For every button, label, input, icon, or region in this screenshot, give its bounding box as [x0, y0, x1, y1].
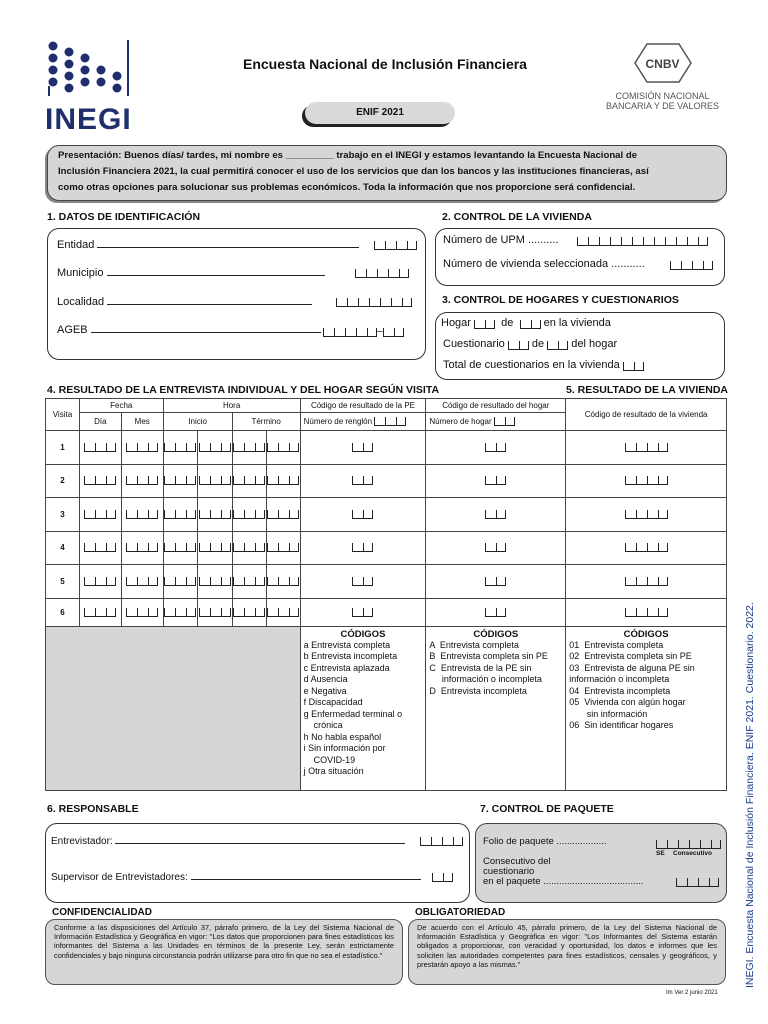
visit-number: 6	[46, 598, 80, 626]
termino-hh-cell	[232, 598, 266, 626]
col-vivienda: Código de resultado de la vivienda	[566, 399, 727, 431]
col-hogar-sub	[426, 413, 566, 431]
dia-cell	[79, 464, 121, 498]
mes-input[interactable]	[126, 476, 158, 485]
dia-input[interactable]	[84, 476, 116, 485]
inicio-mm-cell	[197, 598, 232, 626]
col-mes: Mes	[121, 413, 163, 431]
col-hogar-sub-label: Número de hogar	[429, 417, 492, 426]
code-item: 03 Entrevista de alguna PE sin	[569, 662, 695, 673]
code-item: d Ausencia	[303, 674, 348, 684]
inicio-mm-input[interactable]	[199, 543, 231, 552]
cnbv-logo	[595, 40, 730, 120]
termino-mm-input[interactable]	[267, 543, 299, 552]
code-item: 05 Vivienda con algún hogar	[569, 697, 686, 707]
mes-cell	[121, 565, 163, 599]
codes-viv	[566, 626, 727, 790]
upm-cells[interactable]	[577, 237, 708, 246]
consecutivo-line1: Consecutivo del	[483, 856, 551, 867]
termino-hh-cell	[232, 531, 266, 565]
supervisor-label: Supervisor de Entrevistadores:	[51, 872, 188, 883]
total-row	[443, 359, 644, 371]
presentation-text	[58, 148, 723, 196]
pe-code-input[interactable]	[352, 577, 373, 586]
supervisor-cells[interactable]	[432, 873, 453, 882]
entrevistador-row[interactable]	[51, 833, 405, 847]
inicio-mm-cell	[197, 565, 232, 599]
inicio-hh-cell	[163, 565, 197, 599]
inicio-mm-cell	[197, 464, 232, 498]
hogar-code-cell	[426, 565, 566, 599]
footer-version: Im Ver 2 junio 2021	[666, 990, 718, 996]
pe-code-input[interactable]	[352, 608, 373, 617]
folio-label: Folio de paquete ...................	[483, 836, 607, 847]
visit-number: 4	[46, 531, 80, 565]
hogar-code-cell	[426, 498, 566, 532]
dia-input[interactable]	[84, 543, 116, 552]
termino-hh-input[interactable]	[233, 577, 265, 586]
entidad-cells[interactable]	[374, 241, 417, 250]
code-item: c Entrevista aplazada	[303, 662, 390, 673]
dia-cell	[79, 498, 121, 532]
inicio-mm-cell	[197, 531, 232, 565]
dia-input[interactable]	[84, 443, 116, 452]
entrevistador-cells[interactable]	[420, 837, 463, 846]
code-item: i Sin información por	[303, 743, 386, 753]
code-item: h No habla español	[303, 731, 382, 742]
col-pe-sub-label: Número de renglón	[303, 417, 373, 426]
side-citation: INEGI. Encuesta Nacional de Inclusión Financiera. ENIF 2021. Cuestionario. 2022.	[744, 602, 756, 988]
field-localidad[interactable]	[57, 294, 312, 308]
col-pe: Código de resultado de la PE	[300, 399, 426, 413]
termino-mm-cell	[266, 598, 300, 626]
viv-code-input[interactable]	[625, 510, 668, 519]
codes-hogar	[426, 626, 566, 790]
presentation-line1: Presentación: Buenos días/ tardes, mi nombre es _________ trabajo en el INEGI y estamos levantando la Encuesta Nacional de	[58, 150, 638, 161]
pe-code-cell	[300, 565, 426, 599]
code-item: 04 Entrevista incompleta	[569, 685, 671, 696]
visit-number: 1	[46, 431, 80, 465]
codes-blank	[46, 626, 301, 790]
visit-row	[46, 565, 727, 599]
inicio-hh-cell	[163, 598, 197, 626]
hogar-row	[441, 317, 611, 329]
viv-code-input[interactable]	[625, 608, 668, 617]
col-visita: Visita	[46, 399, 80, 431]
code-item: b Entrevista incompleta	[303, 651, 398, 661]
inicio-hh-input[interactable]	[164, 543, 196, 552]
total-label: Total de cuestionarios en la vivienda	[443, 359, 620, 371]
hogar-code-input[interactable]	[485, 608, 506, 617]
inicio-mm-input[interactable]	[199, 608, 231, 617]
field-ageb[interactable]	[57, 322, 321, 336]
viv-code-cell	[566, 464, 727, 498]
num-hogar-cells[interactable]	[494, 417, 515, 426]
dia-input[interactable]	[84, 608, 116, 617]
visit-number: 2	[46, 464, 80, 498]
inicio-hh-input[interactable]	[164, 443, 196, 452]
codes-viv-title: CÓDIGOS	[623, 628, 669, 640]
mes-input[interactable]	[126, 543, 158, 552]
termino-mm-input[interactable]	[267, 577, 299, 586]
visit-row	[46, 498, 727, 532]
obligatoriedad-text: De acuerdo con el Artículo 45, párrafo primero, de la Ley del Sistema Nacional de Información Estadística y Geográfica en vigor: "Los Informantes del Sistema estarán obligados a proporcionar, con veracidad y oportunidad, los datos e informes que les soliciten las autoridades competentes para fines estadísticos, censales y geográficos, y prestarán apoyo a las mismas."	[408, 919, 726, 985]
presentation-line2: Inclusión Financiera 2021, la cual permitirá conocer el uso de los servicios que dan los bancos y las instituciones financieras, así	[58, 166, 649, 177]
code-item: B Entrevista completa sin PE	[429, 651, 548, 661]
pe-code-cell	[300, 598, 426, 626]
municipio-cells[interactable]	[355, 269, 409, 278]
termino-hh-input[interactable]	[233, 476, 265, 485]
pe-code-input[interactable]	[352, 510, 373, 519]
viv-code-cell	[566, 498, 727, 532]
visit-row	[46, 598, 727, 626]
codes-pe	[300, 626, 426, 790]
col-dia: Día	[79, 413, 121, 431]
mes-input[interactable]	[126, 577, 158, 586]
section2-title: 2. CONTROL DE LA VIVIENDA	[442, 211, 592, 223]
consecutivo-line2: cuestionario	[483, 866, 535, 877]
hogar-code-input[interactable]	[485, 543, 506, 552]
code-item: COVID-19	[303, 754, 356, 765]
upm-label: Número de UPM ..........	[443, 234, 559, 246]
col-hogar: Código de resultado del hogar	[426, 399, 566, 413]
pe-code-cell	[300, 431, 426, 465]
codes-pe-title: CÓDIGOS	[340, 628, 386, 640]
year-badge	[305, 102, 455, 124]
ageb-label: AGEB	[57, 324, 88, 336]
viv-code-cell	[566, 431, 727, 465]
localidad-cells[interactable]	[336, 298, 412, 307]
visits-table	[45, 398, 727, 791]
year-badge-label: ENIF 2021	[356, 107, 404, 118]
dia-input[interactable]	[84, 510, 116, 519]
hogar-cells[interactable]	[474, 320, 495, 329]
col-pe-sub	[300, 413, 426, 431]
hogar-code-input[interactable]	[485, 577, 506, 586]
termino-mm-cell	[266, 431, 300, 465]
cuestionario-label: Cuestionario	[443, 338, 505, 350]
inicio-hh-input[interactable]	[164, 608, 196, 617]
cuestionario-cells[interactable]	[508, 341, 529, 350]
col-inicio: Inicio	[163, 413, 232, 431]
vivienda-cells[interactable]	[670, 261, 713, 270]
termino-hh-input[interactable]	[233, 543, 265, 552]
hogar-code-cell	[426, 531, 566, 565]
dia-cell	[79, 431, 121, 465]
pe-code-input[interactable]	[352, 443, 373, 452]
visit-number: 5	[46, 565, 80, 599]
hogar-total-cells[interactable]	[520, 320, 541, 329]
mes-cell	[121, 431, 163, 465]
vivienda-label: Número de vivienda seleccionada ...........	[443, 258, 645, 270]
survey-title: Encuesta Nacional de Inclusión Financiera	[243, 56, 527, 72]
section5-title: 5. RESULTADO DE LA VIVIENDA	[566, 384, 728, 396]
inegi-logo	[45, 38, 135, 136]
ageb-sep: –	[377, 326, 383, 337]
cuestionario-total-cells[interactable]	[547, 341, 568, 350]
inicio-hh-cell	[163, 498, 197, 532]
code-item: g Enfermedad terminal o	[303, 708, 403, 719]
pe-code-cell	[300, 464, 426, 498]
obligatoriedad-title: OBLIGATORIEDAD	[415, 907, 506, 918]
inegi-logo-text: INEGI	[45, 103, 132, 136]
code-item: información o incompleta	[429, 674, 542, 684]
cuestionario-de: de	[531, 338, 545, 350]
code-item: información o incompleta	[569, 674, 670, 684]
dia-cell	[79, 598, 121, 626]
code-item: C Entrevista de la PE sin	[429, 662, 532, 673]
pe-code-cell	[300, 498, 426, 532]
code-item: f Discapacidad	[303, 697, 363, 707]
cnbv-logo-text: CNBV	[645, 57, 680, 71]
field-municipio[interactable]	[57, 265, 325, 279]
viv-code-input[interactable]	[625, 577, 668, 586]
termino-mm-cell	[266, 464, 300, 498]
mes-input[interactable]	[126, 608, 158, 617]
mes-cell	[121, 531, 163, 565]
inicio-hh-cell	[163, 531, 197, 565]
termino-mm-input[interactable]	[267, 608, 299, 617]
code-item: sin información	[569, 708, 648, 719]
dia-input[interactable]	[84, 577, 116, 586]
dia-cell	[79, 531, 121, 565]
termino-hh-input[interactable]	[233, 510, 265, 519]
hogar-label: Hogar	[441, 317, 471, 329]
consecutivo-cells[interactable]	[676, 878, 719, 887]
inegi-dots-icon	[45, 38, 135, 100]
inicio-mm-cell	[197, 498, 232, 532]
col-termino: Término	[232, 413, 300, 431]
termino-hh-input[interactable]	[233, 443, 265, 452]
cnbv-line2: BANCARIA Y DE VALORES	[605, 101, 720, 111]
code-item: 06 Sin identificar hogares	[569, 720, 674, 730]
viv-code-cell	[566, 598, 727, 626]
section4-title: 4. RESULTADO DE LA ENTREVISTA INDIVIDUAL Y DEL HOGAR SEGÚN VISITA	[47, 384, 440, 396]
entrevistador-label: Entrevistador:	[51, 836, 113, 847]
col-hora: Hora	[163, 399, 300, 413]
dia-cell	[79, 565, 121, 599]
inicio-mm-input[interactable]	[199, 577, 231, 586]
mes-input[interactable]	[126, 510, 158, 519]
cuestionario-row	[443, 338, 617, 350]
visit-number: 3	[46, 498, 80, 532]
col-fecha: Fecha	[79, 399, 163, 413]
hogar-code-cell	[426, 464, 566, 498]
code-item: j Otra situación	[303, 766, 364, 776]
codes-hogar-title: CÓDIGOS	[473, 628, 519, 640]
field-entidad[interactable]	[57, 237, 359, 251]
cnbv-line1: COMISIÓN NACIONAL	[615, 91, 710, 101]
localidad-label: Localidad	[57, 296, 105, 308]
mes-cell	[121, 598, 163, 626]
folio-cells[interactable]	[656, 840, 721, 849]
termino-hh-cell	[232, 565, 266, 599]
hogar-code-cell	[426, 598, 566, 626]
hogar-code-input[interactable]	[485, 510, 506, 519]
visit-row	[46, 464, 727, 498]
viv-code-cell	[566, 565, 727, 599]
viv-code-input[interactable]	[625, 476, 668, 485]
section7-title: 7. CONTROL DE PAQUETE	[480, 803, 614, 815]
municipio-label: Municipio	[57, 267, 104, 279]
inicio-hh-input[interactable]	[164, 577, 196, 586]
termino-mm-input[interactable]	[267, 476, 299, 485]
code-item: e Negativa	[303, 685, 347, 696]
mes-input[interactable]	[126, 443, 158, 452]
termino-hh-input[interactable]	[233, 608, 265, 617]
entidad-label: Entidad	[57, 239, 95, 251]
inicio-mm-cell	[197, 431, 232, 465]
termino-hh-cell	[232, 498, 266, 532]
inicio-hh-input[interactable]	[164, 510, 196, 519]
pe-code-cell	[300, 531, 426, 565]
mes-cell	[121, 498, 163, 532]
termino-hh-cell	[232, 431, 266, 465]
termino-mm-input[interactable]	[267, 443, 299, 452]
section6-title: 6. RESPONSABLE	[47, 803, 139, 815]
viv-code-input[interactable]	[625, 443, 668, 452]
consecutivo-line3: en el paquete ......................................	[483, 876, 644, 887]
inicio-hh-cell	[163, 464, 197, 498]
section3-title: 3. CONTROL DE HOGARES Y CUESTIONARIOS	[442, 294, 679, 306]
renglon-cells[interactable]	[374, 417, 406, 426]
code-item: D Entrevista incompleta	[429, 685, 527, 696]
inicio-mm-input[interactable]	[199, 443, 231, 452]
code-item: A Entrevista completa	[429, 639, 519, 650]
hogar-code-input[interactable]	[485, 476, 506, 485]
presentation-line3: como otras opciones para solucionar sus problemas económicos. Toda la información que nos proporcione será confidencial.	[58, 182, 636, 193]
consec-short-label: Consecutivo	[673, 850, 713, 857]
inicio-hh-input[interactable]	[164, 476, 196, 485]
section1-title: 1. DATOS DE IDENTIFICACIÓN	[47, 211, 201, 223]
inicio-mm-input[interactable]	[199, 510, 231, 519]
confidencialidad-text: Conforme a las disposiciones del Artículo 37, párrafo primero, de la Ley del Sistema Nacional de Información Estadística y Geográfica en vigor: "Los datos que proporcionen para fines estadísticos los informantes del Sistema a las Unidades en términos de la presente Ley, serán estrictamente confidenciales y bajo ninguna circunstancia podrán utilizarse para otro fin que no sea el estadístico."	[45, 919, 403, 985]
consecutivo-label	[483, 857, 644, 887]
viv-code-input[interactable]	[625, 543, 668, 552]
supervisor-row[interactable]	[51, 869, 421, 883]
code-item: 01 Entrevista completa	[569, 639, 664, 650]
code-item: crónica	[303, 720, 343, 730]
visit-row	[46, 431, 727, 465]
termino-hh-cell	[232, 464, 266, 498]
confidencialidad-title: CONFIDENCIALIDAD	[52, 907, 152, 918]
mes-cell	[121, 464, 163, 498]
termino-mm-cell	[266, 498, 300, 532]
pe-code-input[interactable]	[352, 476, 373, 485]
hogar-en-vivienda: en la vivienda	[543, 317, 611, 329]
viv-code-cell	[566, 531, 727, 565]
code-item: a Entrevista completa	[303, 639, 391, 650]
termino-mm-input[interactable]	[267, 510, 299, 519]
cuestionario-del-hogar: del hogar	[571, 338, 618, 350]
hogar-de: de	[501, 317, 514, 329]
hogar-code-input[interactable]	[485, 443, 506, 452]
inicio-mm-input[interactable]	[199, 476, 231, 485]
inicio-hh-cell	[163, 431, 197, 465]
visit-row	[46, 531, 727, 565]
termino-mm-cell	[266, 531, 300, 565]
hogar-code-cell	[426, 431, 566, 465]
se-label: SE	[656, 850, 665, 857]
total-cells[interactable]	[623, 362, 644, 371]
code-item: 02 Entrevista completa sin PE	[569, 651, 692, 661]
termino-mm-cell	[266, 565, 300, 599]
pe-code-input[interactable]	[352, 543, 373, 552]
ageb-cells[interactable]	[323, 326, 404, 337]
